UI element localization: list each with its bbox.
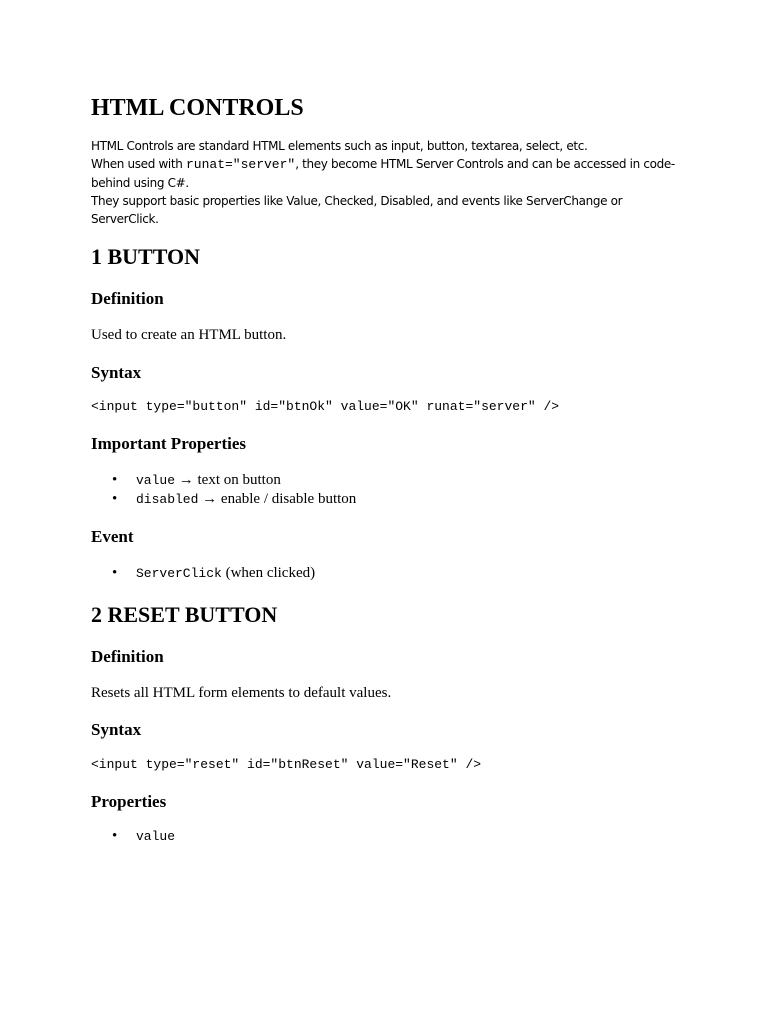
- properties-heading: Important Properties: [91, 434, 247, 453]
- property-text: enable / disable button: [220, 491, 357, 507]
- intro-line-2-pre: When used with: [91, 157, 186, 171]
- list-item: [91, 564, 315, 583]
- section-number: 1: [91, 244, 102, 269]
- intro-inline-code: runat="server": [185, 157, 296, 172]
- intro-line-3: behind using C#.: [91, 176, 189, 190]
- definition-text: Used to create an HTML button.: [91, 327, 287, 343]
- property-code: disabled: [136, 492, 199, 507]
- intro-line-4: They support basic properties like Value, Checked, Disabled, and events like ServerChange or: [91, 194, 623, 208]
- properties-list: [91, 827, 175, 846]
- event-code: ServerClick: [136, 566, 222, 581]
- section-number: 2: [91, 602, 102, 627]
- arrow: →: [202, 491, 218, 507]
- section-heading-button: [91, 244, 200, 270]
- intro-line-5: ServerClick.: [91, 212, 159, 226]
- section-heading-reset-button: [91, 602, 277, 628]
- syntax-heading: Syntax: [91, 363, 142, 382]
- syntax-code: <input type="button" id="btnOk" value="OK" runat="server" />: [91, 399, 560, 414]
- bullet: •: [112, 828, 118, 844]
- events-list: [91, 564, 315, 583]
- list-item: [91, 827, 175, 846]
- event-text: (when clicked): [225, 565, 316, 581]
- syntax-heading: Syntax: [91, 720, 142, 739]
- property-code: value: [136, 829, 176, 844]
- definition-heading: Definition: [91, 647, 164, 666]
- section-title: RESET BUTTON: [107, 602, 278, 627]
- list-item: [91, 490, 356, 509]
- event-heading: Event: [91, 527, 134, 546]
- bullet: •: [112, 491, 118, 507]
- intro-line-2: [91, 155, 675, 174]
- properties-list: [91, 471, 356, 509]
- intro-line-1: HTML Controls are standard HTML elements such as input, button, textarea, select, etc.: [91, 139, 588, 153]
- list-item: [91, 471, 356, 490]
- properties-heading: Properties: [91, 792, 167, 811]
- property-text: text on button: [197, 472, 281, 488]
- bullet: •: [112, 565, 118, 581]
- page-title: HTML CONTROLS: [91, 95, 304, 121]
- definition-heading: Definition: [91, 289, 164, 308]
- syntax-code: <input type="reset" id="btnReset" value="Reset" />: [91, 757, 482, 772]
- property-code: value: [136, 473, 176, 488]
- definition-text: Resets all HTML form elements to default values.: [91, 685, 392, 701]
- intro-paragraph: [91, 137, 675, 228]
- section-title: BUTTON: [107, 244, 201, 269]
- arrow: →: [178, 472, 194, 488]
- bullet: •: [112, 472, 118, 488]
- intro-line-2-post: , they become HTML Server Controls and can be accessed in code-: [295, 157, 675, 171]
